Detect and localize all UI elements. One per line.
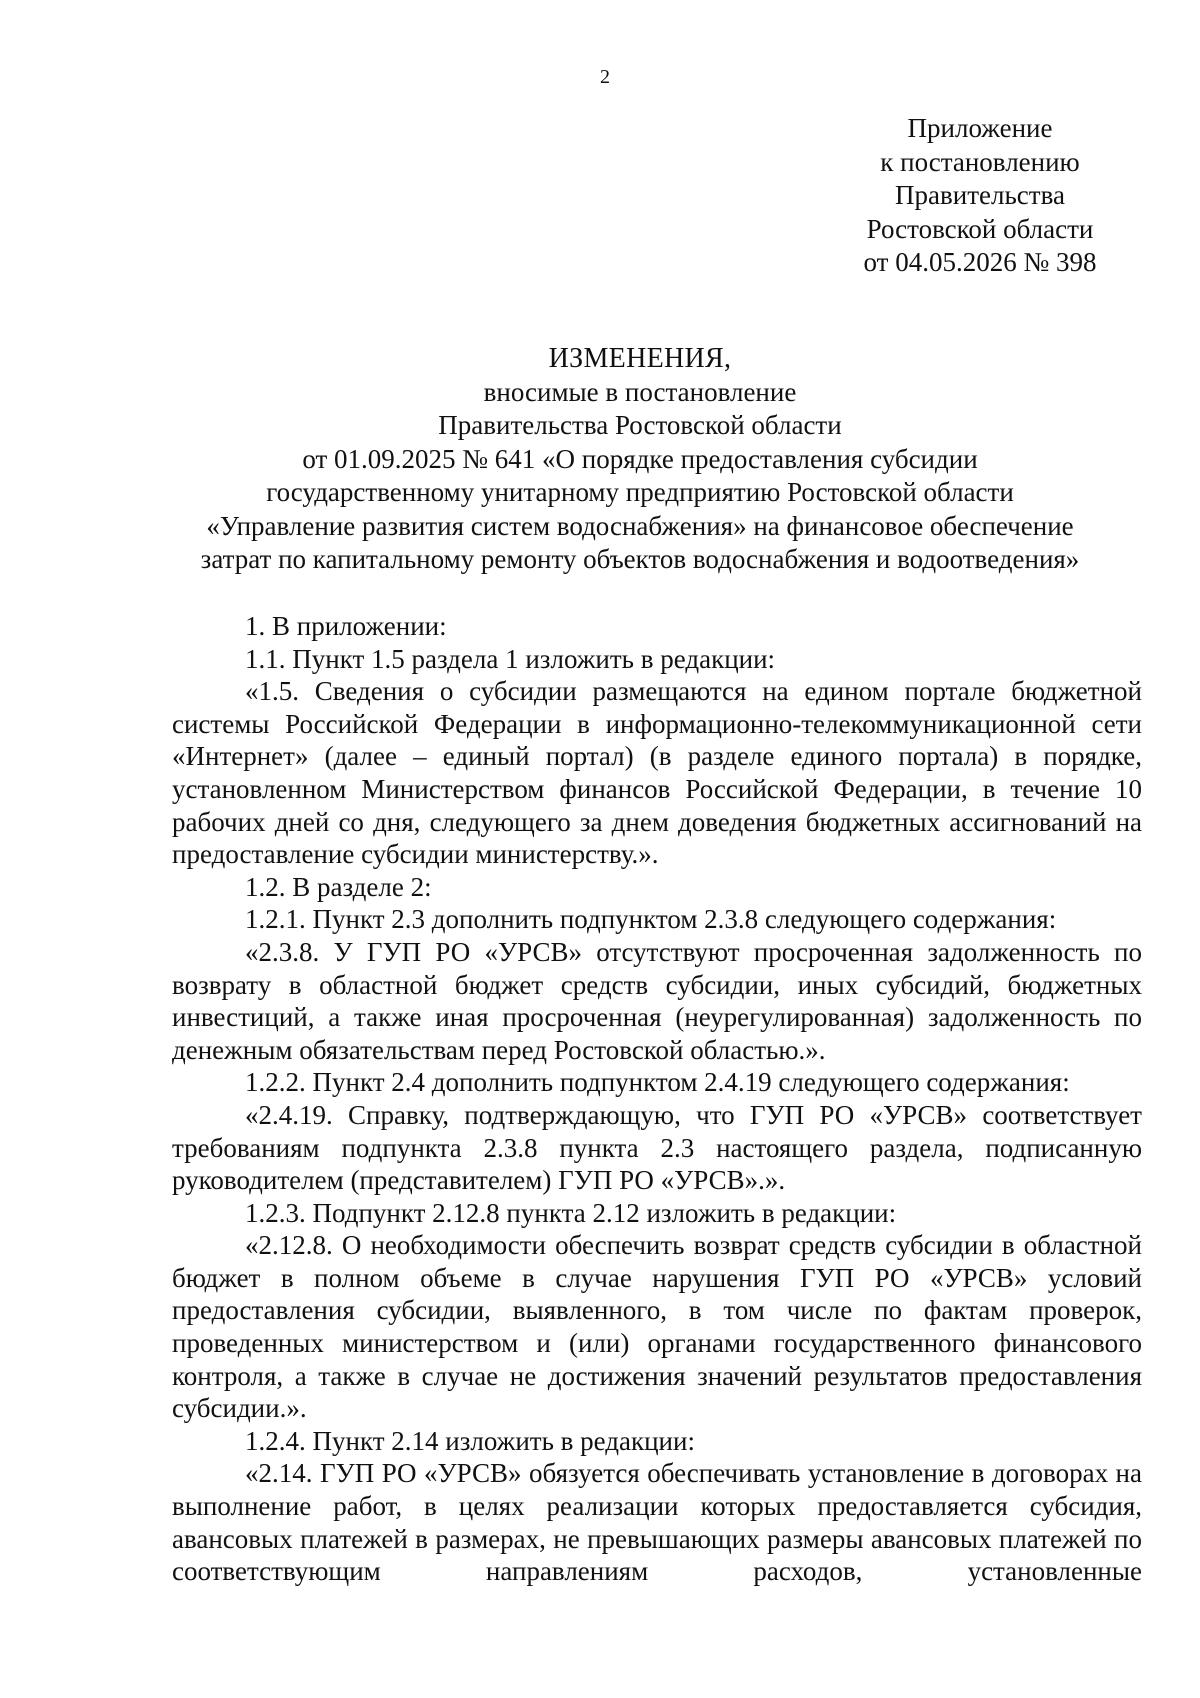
- paragraph: 1.2.2. Пункт 2.4 дополнить подпунктом 2.4.19 следующего содержания:: [245, 1067, 1070, 1098]
- appendix-line: Приложение: [907, 113, 1053, 143]
- document-title: [160, 342, 1120, 577]
- paragraph: «1.5. Сведения о субсидии размещаются на едином портале бюджетной системы Российской Федерации в информационно-телекоммуникационной сети «Интернет» (далее – единый портал) (в разделе единого портала) в порядке, установленном Министерством финансов Российской Федерации, в течение 10 рабочих дней со дня, следующего за днем доведения бюджетных ассигнований на предоставление субсидии министерству.».: [172, 676, 1142, 870]
- paragraph: «2.3.8. У ГУП РО «УРСВ» отсутствуют просроченная задолженность по возврату в областной бюджет средств субсидии, иных субсидий, бюджетных инвестиций, а также иная просроченная (неурегулированная) задолженность по денежным обязательствам перед Ростовской областью.».: [172, 936, 1142, 1065]
- appendix-line: Правительства: [895, 180, 1065, 210]
- title-line: «Управление развития систем водоснабжения» на финансовое обеспечение: [206, 510, 1074, 541]
- paragraph: 1.2.3. Подпункт 2.12.8 пункта 2.12 изложить в редакции:: [245, 1197, 897, 1228]
- paragraph: 1.1. Пункт 1.5 раздела 1 изложить в редакции:: [245, 643, 776, 674]
- title-line: вносимые в постановление: [483, 376, 797, 407]
- paragraph: 1.2.1. Пункт 2.3 дополнить подпунктом 2.3.8 следующего содержания:: [245, 904, 1057, 935]
- title-heading: ИЗМЕНЕНИЯ,: [548, 343, 732, 374]
- paragraph: 1.2.4. Пункт 2.14 изложить в редакции:: [245, 1425, 695, 1456]
- appendix-line: Ростовской области: [866, 213, 1094, 244]
- document-body: [172, 610, 1142, 1588]
- page-number: 2: [600, 66, 610, 88]
- appendix-date-number: от 04.05.2026 № 398: [863, 247, 1097, 277]
- title-line: Правительства Ростовской области: [438, 410, 842, 440]
- paragraph: 1. В приложении:: [245, 611, 447, 641]
- title-line: от 01.09.2025 № 641 «О порядке предоставления субсидии: [302, 443, 978, 474]
- title-line: государственному унитарному предприятию Ростовской области: [266, 477, 1014, 507]
- appendix-block: [845, 112, 1115, 280]
- paragraph: 1.2. В разделе 2:: [245, 871, 432, 902]
- paragraph: «2.4.19. Справку, подтверждающую, что ГУП РО «УРСВ» соответствует требованиям подпункта 2.3.8 пункта 2.3 настоящего раздела, подписанную руководителем (представителем) ГУП РО «УРСВ».».: [172, 1099, 1142, 1196]
- paragraph: «2.12.8. О необходимости обеспечить возврат средств субсидии в областной бюджет в полном объеме в случае нарушения ГУП РО «УРСВ» условий предоставления субсидии, выявленного, в том числе по фактам проверок, проведенных министерством и (или) органами государственного финансового контроля, а также в случае не достижения значений результатов предоставления субсидии.».: [172, 1230, 1142, 1424]
- title-line: затрат по капитальному ремонту объектов водоснабжения и водоотведения»: [200, 544, 1080, 574]
- appendix-line: к постановлению: [880, 146, 1080, 177]
- paragraph: «2.14. ГУП РО «УРСВ» обязуется обеспечивать установление в договорах на выполнение работ, в целях реализации которых предоставляется субсидия, авансовых платежей в размерах, не превышающих размеры авансовых платежей по соответствующим направлениям расходов, установленные: [172, 1458, 1142, 1587]
